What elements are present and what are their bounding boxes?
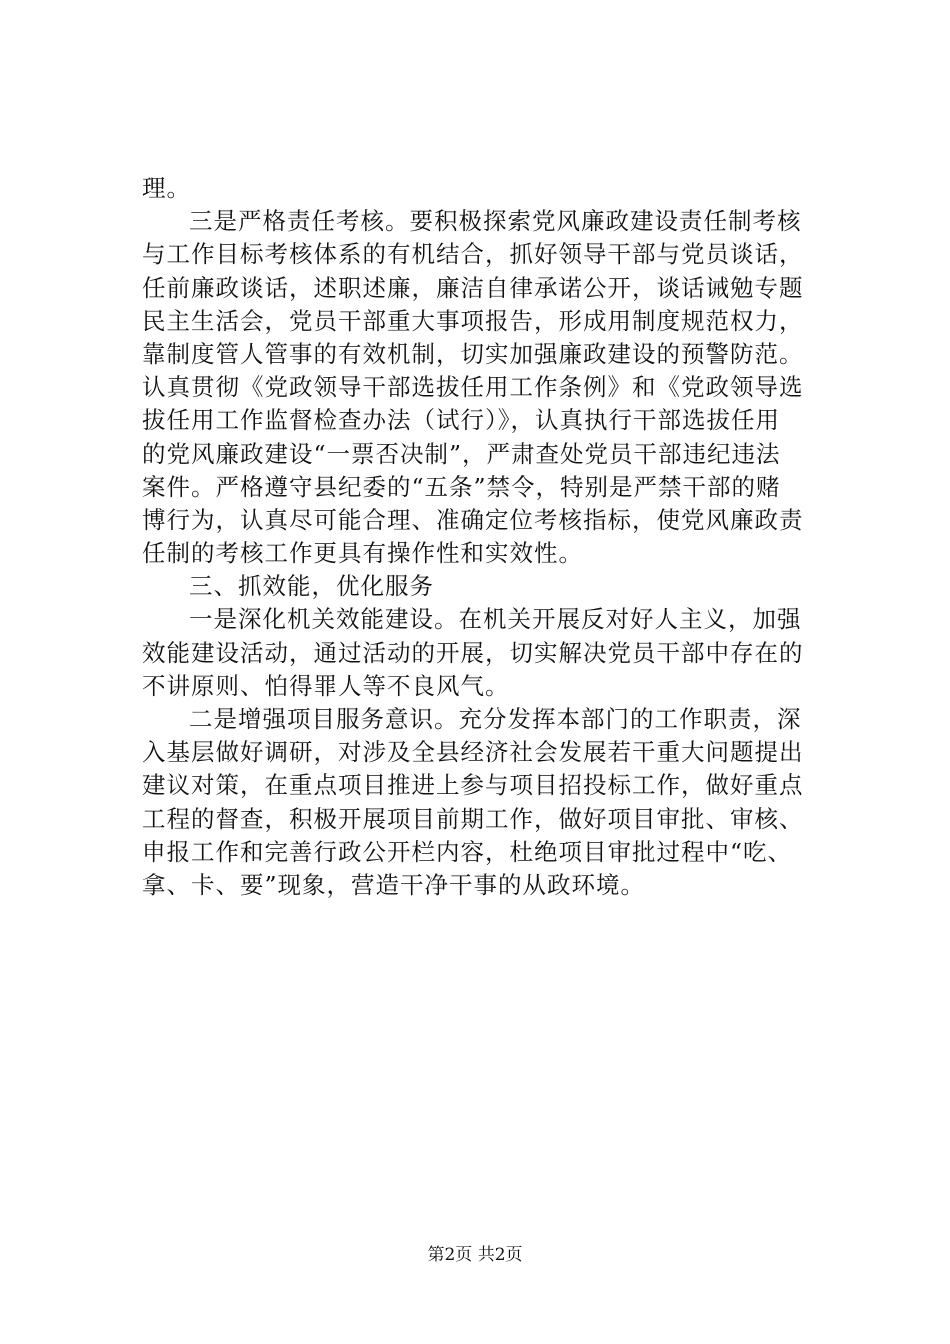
text-line: 工程的督查，积极开展项目前期工作，做好项目审批、审核、 <box>142 804 804 833</box>
paragraph-start-line: 一是深化机关效能建设。在机关开展反对好人主义，加强 <box>189 605 802 634</box>
text-line: 民主生活会，党员干部重大事项报告，形成用制度规范权力， <box>142 306 804 335</box>
text-line: 靠制度管人管事的有效机制，切实加强廉政建设的预警防范。 <box>142 339 804 368</box>
text-line: 任前廉政谈话，述职述廉，廉洁自律承诺公开，谈话诫勉专题 <box>142 273 804 302</box>
document-body <box>142 172 836 902</box>
text-line: 拔任用工作监督检查办法（试行）》，认真执行干部选拔任用 <box>142 406 780 435</box>
text-line: 入基层做好调研，对涉及全县经济社会发展若干重大问题提出 <box>142 738 804 767</box>
text-line: 与工作目标考核体系的有机结合，抓好领导干部与党员谈话， <box>142 240 804 269</box>
text-line: 申报工作和完善行政公开栏内容，杜绝项目审批过程中“吃、 <box>142 837 793 866</box>
text-line: 建议对策，在重点项目推进上参与项目招投标工作，做好重点 <box>142 771 804 800</box>
text-line: 任制的考核工作更具有操作性和实效性。 <box>142 539 583 568</box>
text-line: 不讲原则、怕得罪人等不良风气。 <box>142 671 510 700</box>
text-line: 博行为，认真尽可能合理、准确定位考核指标，使党风廉政责 <box>142 505 804 534</box>
text-line: 理。 <box>142 174 191 202</box>
paragraph-start-line: 二是增强项目服务意识。充分发挥本部门的工作职责，深 <box>189 705 802 733</box>
text-line: 认真贯彻《党政领导干部选拔任用工作条例》和《党政领导选 <box>142 373 804 402</box>
text-line: 案件。严格遵守县纪委的“五条”禁令，特别是严禁干部的赌 <box>142 472 781 501</box>
text-line: 的党风廉政建设“一票否决制”，严肃查处党员干部违纪违法 <box>142 439 781 468</box>
text-line: 效能建设活动，通过活动的开展，切实解决党员干部中存在的 <box>142 638 804 667</box>
page-footer <box>0 1244 950 1266</box>
paragraph-start-line: 三是严格责任考核。要积极探索党风廉政建设责任制考核 <box>189 207 802 236</box>
text-line: 拿、卡、要”现象，营造干净干事的从政环境。 <box>142 870 646 899</box>
section-heading: 三、抓效能，优化服务 <box>189 572 434 601</box>
page-number-label: 第2页 共2页 <box>427 1245 523 1265</box>
